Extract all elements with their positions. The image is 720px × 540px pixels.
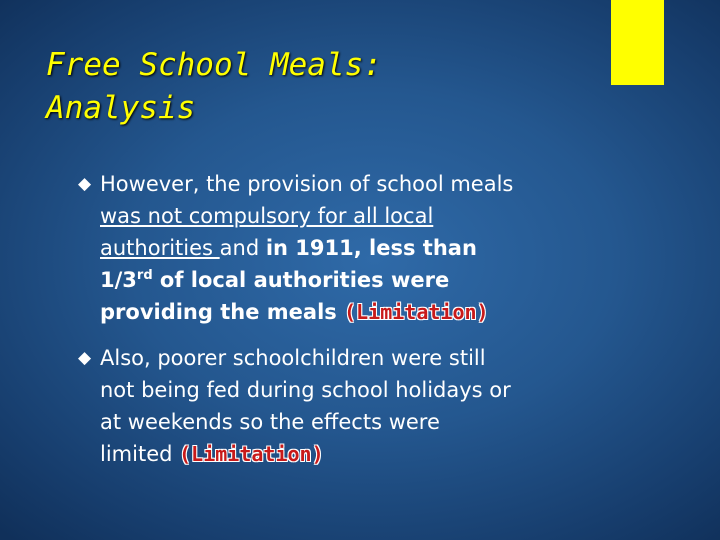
bullet1-line-1: However, the provision of school meals: [100, 172, 514, 196]
bullet-list: [78, 168, 698, 484]
bullet1-line-5: [100, 296, 698, 328]
bullet2-line-1: Also, poorer schoolchildren were still: [100, 346, 486, 370]
bullet1-line-4-rest: of local authorities were: [152, 268, 450, 292]
limitation-label-1: (Limitation): [344, 300, 489, 324]
bullet1-line-4: [100, 264, 698, 296]
limitation-label-2: (Limitation): [179, 442, 324, 466]
bullet2-line-4: [100, 438, 698, 470]
bullet1-line-5-bold: providing the meals: [100, 300, 345, 324]
bullet1-line-3-underlined: authorities: [100, 236, 220, 260]
title-line-1: Free School Meals:: [46, 47, 382, 83]
bullet1-line-3-plain: and: [219, 236, 266, 260]
diamond-bullet-icon: ◆: [78, 348, 92, 368]
bullet1-ordinal-suffix: rd: [136, 268, 153, 283]
bullet-item-1: [78, 168, 698, 328]
slide-title: [46, 44, 382, 130]
diamond-bullet-icon: ◆: [78, 174, 92, 194]
bullet2-line-2: not being fed during school holidays or: [100, 378, 511, 402]
title-line-2: Analysis: [46, 90, 196, 126]
bullet2-line-4-plain: limited: [100, 442, 180, 466]
bullet1-line-2: was not compulsory for all local: [100, 204, 434, 228]
bullet1-line-3: [100, 232, 698, 264]
bullet1-fraction: 1/3: [100, 268, 137, 292]
bullet1-line-3-bold: in 1911, less than: [265, 236, 477, 260]
accent-bar: [611, 0, 664, 85]
bullet-item-2: [78, 342, 698, 470]
bullet2-line-3: at weekends so the effects were: [100, 410, 440, 434]
